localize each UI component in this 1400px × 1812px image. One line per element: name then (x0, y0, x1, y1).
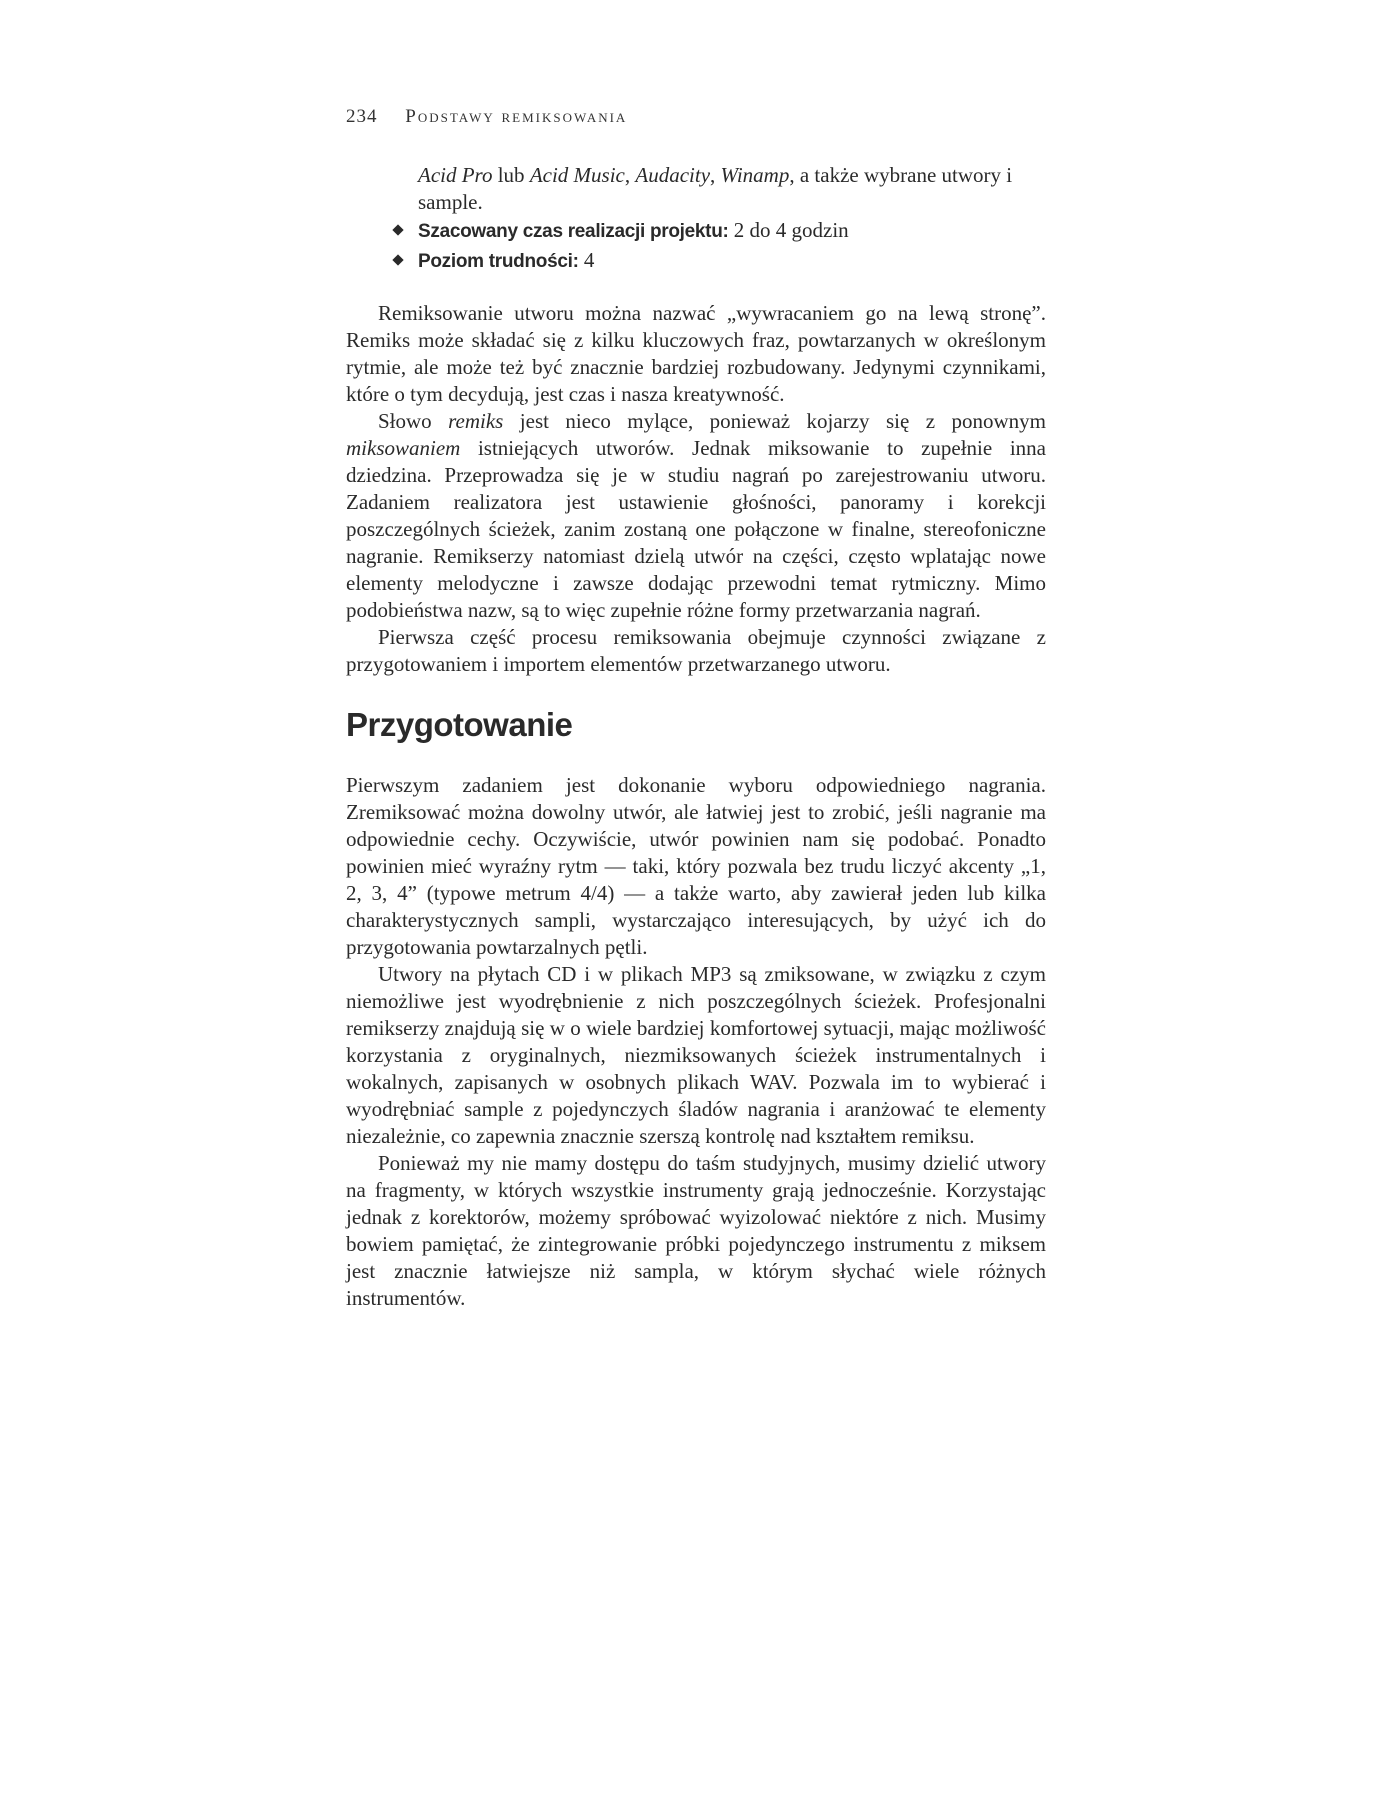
list-item (394, 216, 1034, 246)
diamond-bullet-icon (392, 254, 403, 265)
paragraph: Utwory na płytach CD i w plikach MP3 są zmiksowane, w związku z czym niemożliwe jest wyodrębnienie z nich poszczególnych ścieżek. Profesjonalni remikserzy znajdują się w o wiele bardziej komfortowej sytuacji, mając możliwość korzystania z oryginalnych, niezmiksowanych ścieżek instrumentalnych i wokalnych, zapisanych w osobnych plikach WAV. Pozwala im to wybierać i wyodrębniać sample z pojedynczych śladów nagrania i aranżować te elementy niezależnie, co zapewnia znacznie szerszą kontrolę nad kształtem remiksu. (346, 962, 1046, 1148)
list-item-label: Poziom trudności: (418, 251, 579, 272)
list-item-value: 4 (578, 248, 595, 272)
requirements-continuation (418, 162, 1018, 216)
paragraph: Pierwszym zadaniem jest dokonanie wyboru odpowiedniego nagrania. Zremiksować można dowolny utwór, ale łatwiej jest to zrobić, jeśli nagranie ma odpowiednie cechy. Oczywiście, utwór powinien nam się podobać. Ponadto powinien mieć wyraźny rytm — taki, który pozwala bez trudu liczyć akcenty „1, 2, 3, 4” (typowe metrum 4/4) — a także warto, aby zawierał jeden lub kilka charakterystycznych sampli, wystarczająco interesujących, by użyć ich do przygotowania powtarzalnych pętli. (346, 773, 1046, 959)
emphasis: remiks (448, 409, 504, 433)
section-heading: Przygotowanie (346, 706, 573, 743)
app-name: Audacity (635, 163, 711, 187)
software-list: Acid Pro lub Acid Music, Audacity, Winamp, a także wybrane utwory i sample. (418, 163, 1013, 214)
app-name: Winamp (720, 163, 790, 187)
intro-section (346, 300, 1046, 678)
project-info-list (394, 216, 1034, 276)
app-name: Acid Music (529, 163, 625, 187)
preparation-section (346, 772, 1046, 1312)
list-item-label: Szacowany czas realizacji projektu: (418, 221, 729, 242)
list-item-value: 2 do 4 godzin (728, 218, 849, 242)
app-name: Acid Pro (418, 163, 493, 187)
paragraph: Słowo remiks jest nieco mylące, ponieważ kojarzy się z ponownym miksowaniem istniejących utworów. Jednak miksowanie to zupełnie inna dziedzina. Przeprowadza się je w studiu nagrań po zarejestrowaniu utworu. Zadaniem realizatora jest ustawienie głośności, panoramy i korekcji poszczególnych ścieżek, zanim zostaną one połączone w finalne, stereofoniczne nagranie. Remikserzy natomiast dzielą utwór na części, często wplatając nowe elementy melodyczne i zawsze dodając przewodni temat rytmiczny. Mimo podobieństwa nazw, są to więc zupełnie różne formy przetwarzania nagrań. (346, 409, 1046, 622)
paragraph: Remiksowanie utworu można nazwać „wywracaniem go na lewą stronę”. Remiks może składać się z kilku kluczowych fraz, powtarzanych w określonym rytmie, ale może też być znacznie bardziej rozbudowany. Jedynymi czynnikami, które o tym decydują, jest czas i nasza kreatywność. (346, 301, 1046, 406)
list-item (394, 246, 1034, 276)
running-head-title: Podstawy remiksowania (405, 106, 628, 127)
page-number: 234 (346, 106, 378, 127)
diamond-bullet-icon (392, 224, 403, 235)
paragraph: Pierwsza część procesu remiksowania obejmuje czynności związane z przygotowaniem i importem elementów przetwarzanego utworu. (346, 625, 1046, 676)
running-head (346, 106, 627, 128)
emphasis: miksowaniem (346, 436, 461, 460)
paragraph: Ponieważ my nie mamy dostępu do taśm studyjnych, musimy dzielić utwory na fragmenty, w których wszystkie instrumenty grają jednocześnie. Korzystając jednak z korektorów, możemy spróbować wyizolować niektóre z nich. Musimy bowiem pamiętać, że zintegrowanie próbki pojedynczego instrumentu z miksem jest znacznie łatwiejsze niż sampla, w którym słychać wiele różnych instrumentów. (346, 1151, 1046, 1310)
